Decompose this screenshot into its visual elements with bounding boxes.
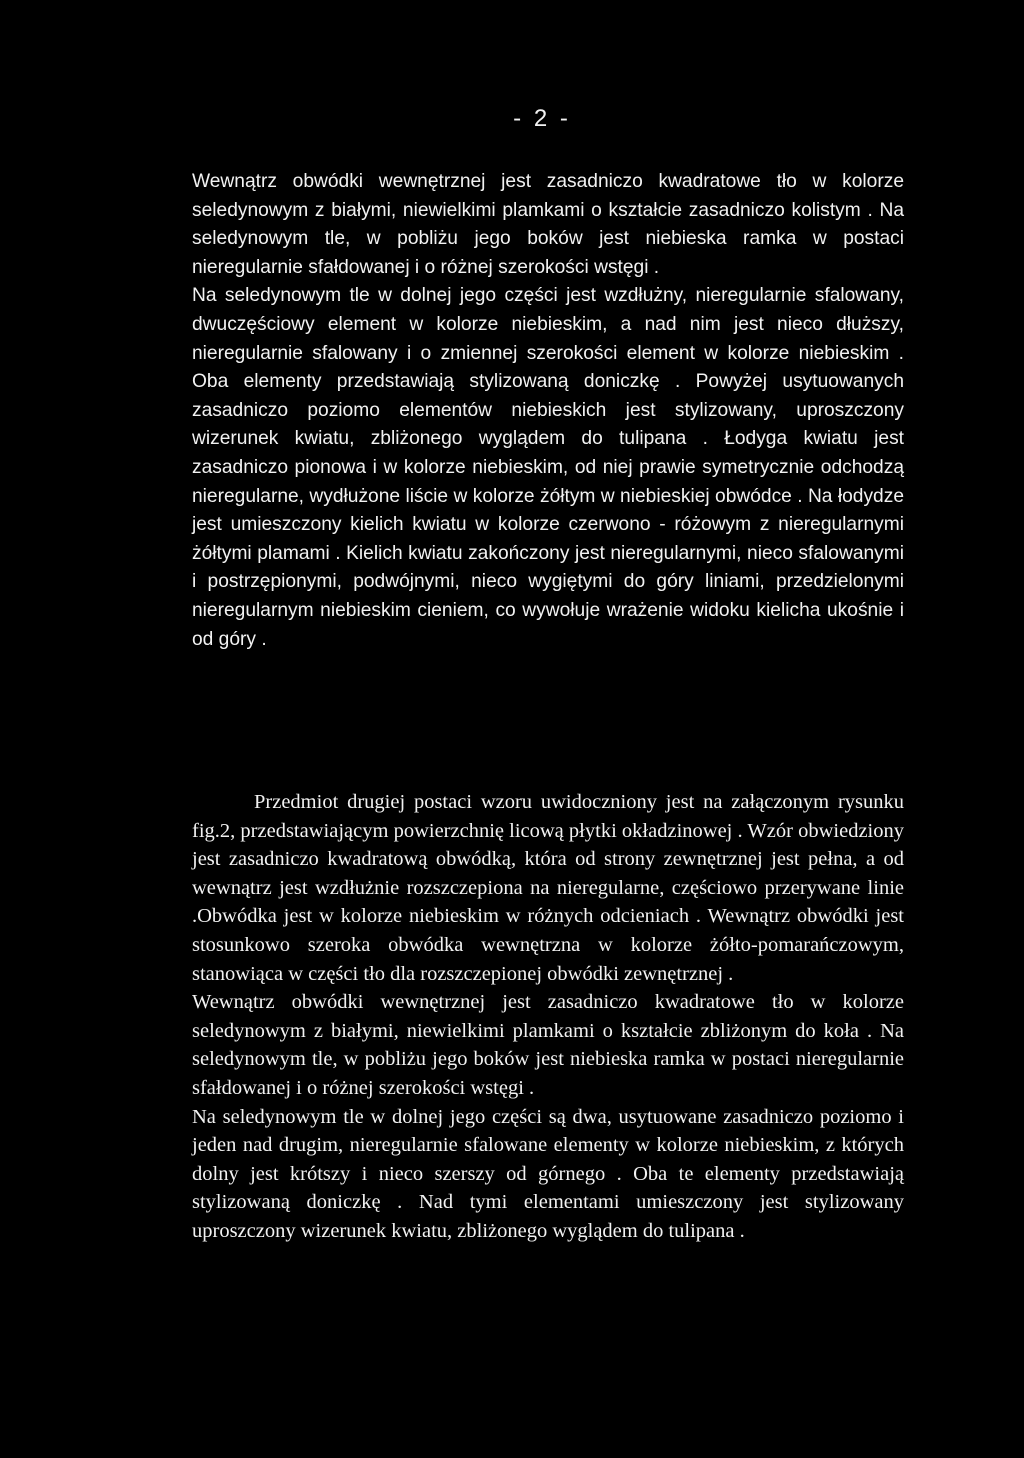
paragraph: Na seledynowym tle w dolnej jego części jest wzdłużny, nieregularnie sfalowany, dwuczęściowy element w kolorze niebieskim, a nad nim jest nieco dłuższy, nieregularnie sfalowany i o zmiennej szerokości element w kolorze niebieskim . Oba elementy przedstawiają stylizowaną doniczkę . Powyżej usytuowanych zasadniczo poziomo elementów niebieskich jest stylizowany, uproszczony wizerunek kwiatu, zbliżonego wyglądem do tulipana . Łodyga kwiatu jest zasadniczo pionowa i w kolorze niebieskim, od niej prawie symetrycznie odchodzą nieregularne, wydłużone liście w kolorze żółtym w niebieskiej obwódce . Na łodydze jest umieszczony kielich kwiatu w kolorze czerwono - różowym z nieregularnymi żółtymi plamami . Kielich kwiatu zakończony jest nieregularnymi, nieco sfalowanymi i postrzępionymi, podwójnymi, nieco wygiętymi do góry liniami, przedzielonymi nieregularnym niebieskim cieniem, co wywołuje wrażenie widoku kielicha ukośnie i od góry . bbox=[192, 285, 904, 650]
paragraph: Na seledynowym tle w dolnej jego części są dwa, usytuowane zasadniczo poziomo i jeden nad drugim, nieregularnie sfalowane elementy w kolorze niebieskim, z których dolny jest krótszy i nieco szerszy od górnego . Oba te elementy przedstawiają stylizowaną doniczkę . Nad tymi elementami umieszczony jest stylizowany uproszczony wizerunek kwiatu, zbliżonego wyglądem do tulipana . bbox=[192, 1105, 904, 1242]
paragraph: Przedmiot drugiej postaci wzoru uwidoczniony jest na załączonym rysunku fig.2, przedstawiającym powierzchnię licową płytki okładzinowej . Wzór obwiedziony jest zasadniczo kwadratową obwódką, która od strony zewnętrznej jest pełna, a od wewnątrz jest wzdłużnie rozszczepiona na nieregularne, częściowo przerywane linie .Obwódka jest w kolorze niebieskim w różnych odcieniach . Wewnątrz obwódki jest stosunkowo szeroka obwódka wewnętrzna w kolorze żółto-pomarańczowym, stanowiąca w części tło dla rozszczepionej obwódki zewnętrznej . bbox=[192, 791, 904, 985]
description-section-1 bbox=[192, 168, 904, 654]
paragraph: Wewnątrz obwódki wewnętrznej jest zasadniczo kwadratowe tło w kolorze seledynowym z białymi, niewielkimi plamkami o kształcie zasadniczo kolistym . Na seledynowym tle, w pobliżu jego boków jest niebieska ramka w postaci nieregularnie sfałdowanej i o różnej szerokości wstęgi . bbox=[192, 171, 904, 278]
paragraph: Wewnątrz obwódki wewnętrznej jest zasadniczo kwadratowe tło w kolorze seledynowym z białymi, niewielkimi plamkami o kształcie zbliżonym do koła . Na seledynowym tle, w pobliżu jego boków jest niebieska ramka w postaci nieregularnie sfałdowanej i o różnej szerokości wstęgi . bbox=[192, 991, 904, 1099]
page-number: - 2 - bbox=[513, 105, 571, 132]
description-section-2 bbox=[192, 788, 904, 1246]
